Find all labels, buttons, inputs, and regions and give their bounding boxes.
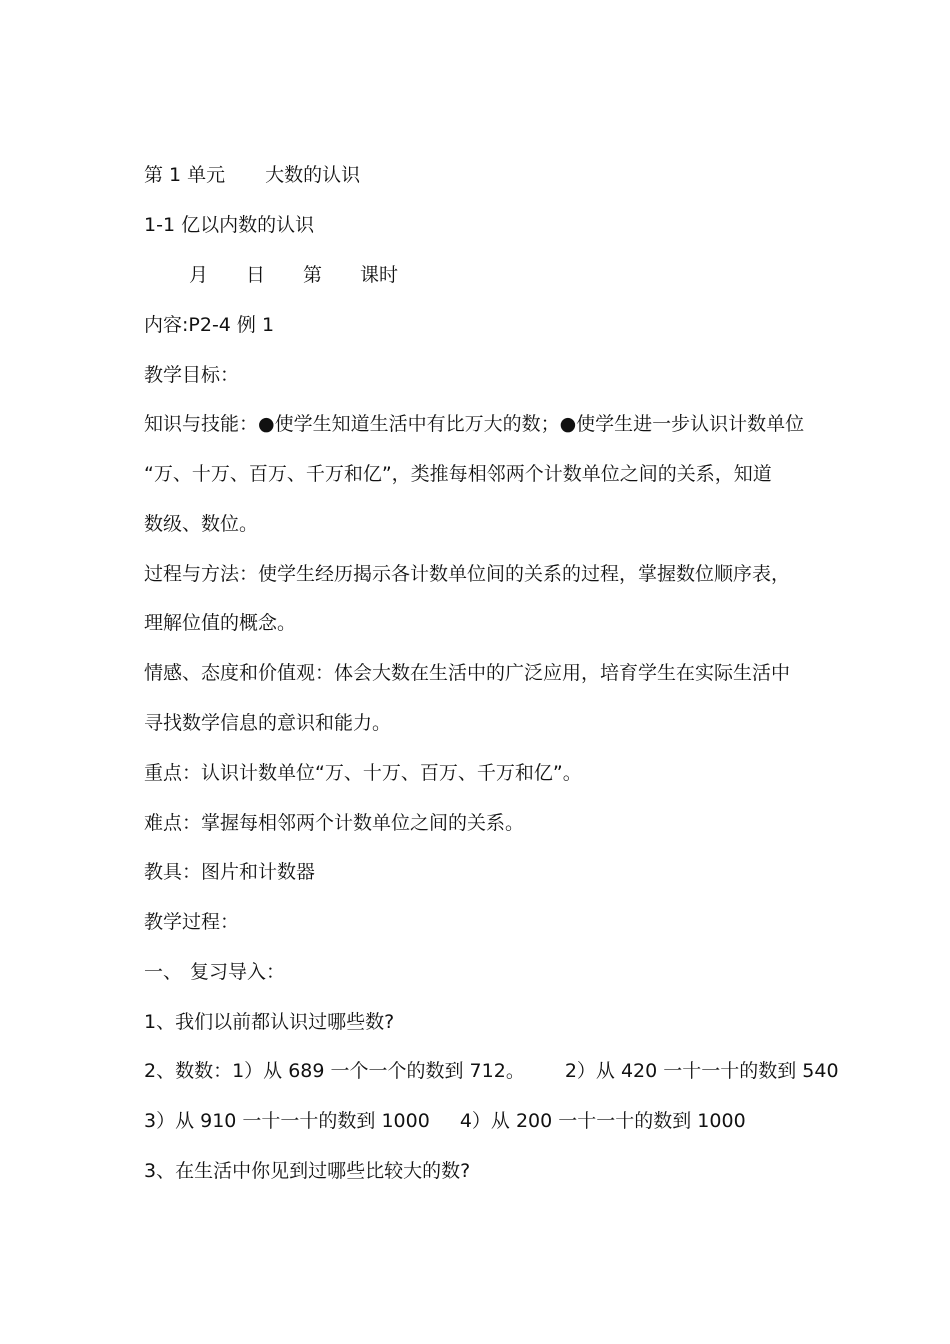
question-2-cont-part-a: 3）从 910 一十一十的数到 1000 (144, 1110, 430, 1132)
question-3: 3、在生活中你见到过哪些比较大的数? (144, 1160, 471, 1182)
question-2 (144, 1058, 839, 1084)
date-period: 课时 (360, 264, 399, 286)
question-2-cont-part-b: 4）从 200 一十一十的数到 1000 (459, 1110, 746, 1132)
tools: 教具：图片和计数器 (144, 861, 316, 883)
content-line: 内容:P2-4 例 1 (144, 314, 275, 336)
date-line (189, 262, 859, 288)
unit-label: 第 1 单元 (144, 164, 226, 186)
difficulty: 难点：掌握每相邻两个计数单位之间的关系。 (144, 812, 525, 834)
objectives-heading: 教学目标： (144, 364, 240, 386)
lesson-title: 1-1 亿以内数的认识 (144, 214, 315, 236)
section-1-heading (144, 959, 814, 985)
unit-title: 大数的认识 (265, 164, 361, 186)
question-2-part-a: 2、数数：1）从 689 一个一个的数到 712。 (144, 1060, 525, 1082)
unit-heading (144, 162, 814, 188)
question-2-continued (144, 1108, 814, 1134)
attitude-line-2: 寻找数学信息的意识和能力。 (144, 712, 392, 734)
process-line-1: 过程与方法：使学生经历揭示各计数单位间的关系的过程，掌握数位顺序表， (144, 563, 791, 585)
knowledge-line-2: “万、十万、百万、千万和亿”，类推每相邻两个计数单位之间的关系，知道 (144, 463, 772, 485)
process-line-2: 理解位值的概念。 (144, 612, 297, 634)
date-di: 第 (303, 264, 323, 286)
section-1-title: 复习导入： (190, 961, 286, 983)
section-1-number: 一、 (144, 961, 183, 983)
process-heading: 教学过程： (144, 911, 240, 933)
attitude-line-1: 情感、态度和价值观：体会大数在生活中的广泛应用，培育学生在实际生活中 (144, 662, 791, 684)
key-point: 重点：认识计数单位“万、十万、百万、千万和亿”。 (144, 762, 582, 784)
date-month: 月 (189, 264, 209, 286)
knowledge-line-3: 数级、数位。 (144, 513, 259, 535)
question-2-part-b: 2）从 420 一十一十的数到 540 (564, 1060, 839, 1082)
question-1: 1、我们以前都认识过哪些数? (144, 1011, 395, 1033)
knowledge-line-1: 知识与技能：●使学生知道生活中有比万大的数；●使学生进一步认识计数单位 (144, 413, 805, 435)
date-day: 日 (246, 264, 266, 286)
